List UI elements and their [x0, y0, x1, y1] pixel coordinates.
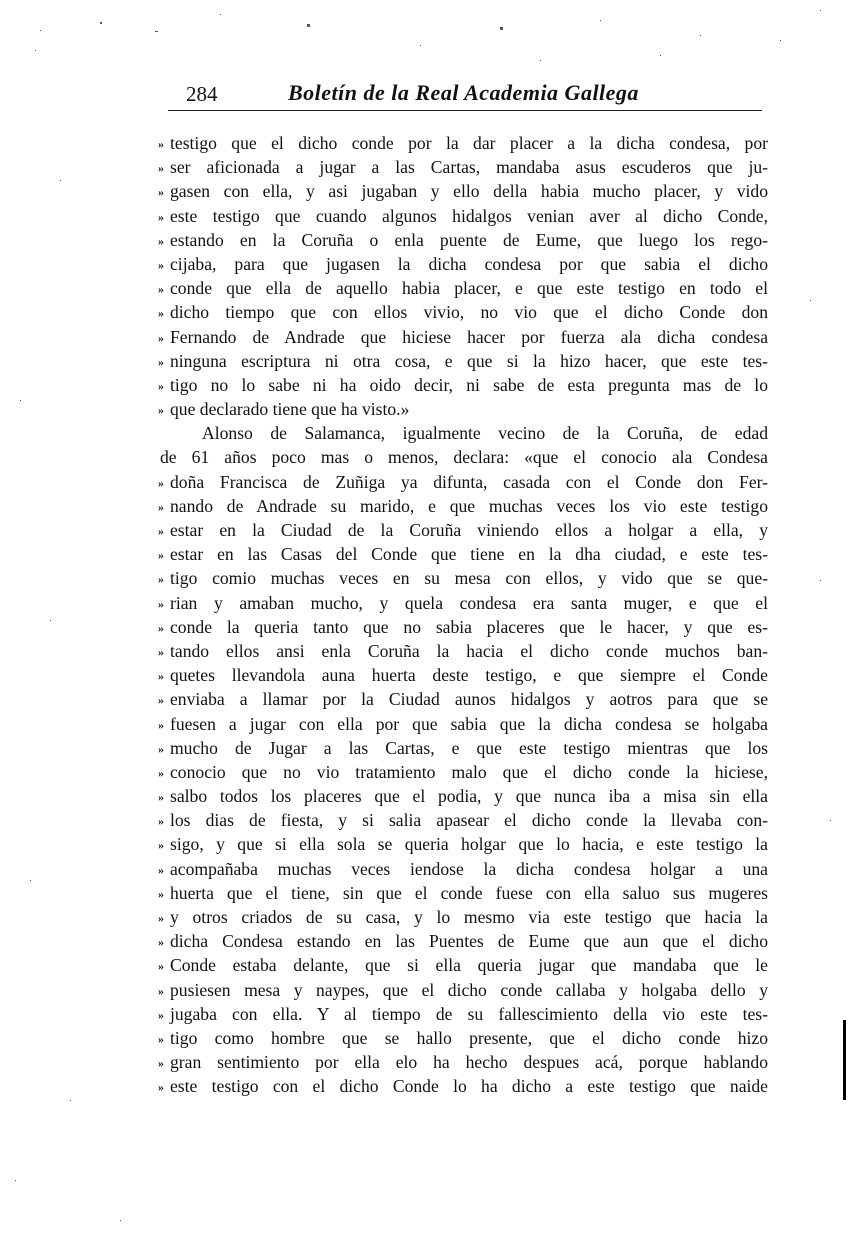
guillemet-marker: » — [158, 765, 164, 780]
line-text: y otros criados de su casa, y lo mesmo via este testigo que hacia la — [170, 907, 768, 927]
text-line — [158, 276, 768, 300]
text-line — [158, 929, 768, 953]
text-line — [158, 784, 768, 808]
guillemet-marker: » — [158, 620, 164, 635]
guillemet-marker: » — [158, 475, 164, 490]
line-text: huerta que el tiene, sin que el conde fuese con ella saluo sus mugeres — [170, 882, 768, 903]
line-text: nando de Andrade su marido, e que muchas veces los vio este testigo — [170, 495, 768, 516]
line-text: ninguna escriptura ni otra cosa, e que si la hizo hacer, que este tes- — [170, 350, 768, 371]
running-title: Boletín de la Real Academia Gallega — [288, 80, 639, 105]
text-line — [158, 179, 768, 203]
line-text: cijaba, para que jugasen la dicha condesa por que sabia el dicho — [170, 253, 768, 274]
line-text: dicha Condesa estando en las Puentes de Eume que aun que el dicho — [170, 931, 768, 952]
guillemet-marker: » — [158, 790, 164, 805]
guillemet-marker: » — [158, 209, 164, 224]
line-text: tando ellos ansi enla Coruña la hacia el dicho conde muchos ban- — [170, 640, 768, 661]
line-text: conde la queria tanto que no sabia placeres que le hacer, y que es- — [170, 616, 768, 637]
line-text: de 61 años poco mas o menos, declara: «que el conocio ala Condesa — [160, 447, 768, 468]
text-line — [158, 687, 768, 711]
text-line — [158, 953, 768, 977]
line-text: quetes llevandola auna huerta deste testigo, e que siempre el Conde — [170, 665, 768, 686]
text-line — [158, 663, 768, 687]
line-text: conde que ella de aquello habia placer, e que este testigo en todo el — [170, 278, 768, 299]
guillemet-marker: » — [158, 959, 164, 974]
text-line — [158, 325, 768, 349]
text-line — [158, 252, 768, 276]
running-header — [168, 76, 762, 111]
text-line — [158, 591, 768, 615]
line-text: sigo, y que si ella sola se queria holgar que lo hacia, e este testigo la — [170, 834, 768, 855]
line-text: Conde estaba delante, que si ella queria jugar que mandaba que le — [170, 955, 768, 976]
guillemet-marker: » — [158, 838, 164, 853]
guillemet-marker: » — [158, 669, 164, 684]
text-line — [158, 349, 768, 373]
line-text: estando en la Coruña o enla puente de Eume, que luego los rego- — [170, 229, 768, 250]
guillemet-marker: » — [158, 233, 164, 248]
line-text: Fernando de Andrade que hiciese hacer por fuerza ala dicha condesa — [170, 326, 768, 347]
line-text: este testigo que cuando algunos hidalgos venian aver al dicho Conde, — [170, 205, 768, 226]
text-line — [158, 397, 768, 421]
guillemet-marker: » — [158, 717, 164, 732]
guillemet-marker: » — [158, 257, 164, 272]
guillemet-marker: » — [158, 862, 164, 877]
line-text: estar en la Ciudad de la Coruña viniendo ellos a holgar a ella, y — [170, 520, 768, 540]
guillemet-marker: » — [158, 378, 164, 393]
text-line — [158, 518, 768, 542]
text-line — [158, 421, 768, 445]
line-text: doña Francisca de Zuñiga ya difunta, casada con el Conde don Fer- — [170, 471, 768, 492]
text-line — [158, 881, 768, 905]
line-text: salbo todos los placeres que el podia, y que nunca iba a misa sin ella — [170, 786, 768, 807]
line-text: tigo no lo sabe ni ha oido decir, ni sabe de esta pregunta mas de lo — [170, 374, 768, 395]
line-text: Alonso de Salamanca, igualmente vecino de la Coruña, de edad — [202, 423, 768, 444]
guillemet-marker: » — [158, 741, 164, 756]
text-line — [158, 978, 768, 1002]
text-line — [158, 1026, 768, 1050]
guillemet-marker: » — [158, 596, 164, 611]
line-text: mucho de Jugar a las Cartas, e que este testigo mientras que los — [170, 737, 768, 758]
line-text: testigo que el dicho conde por la dar placer a la dicha condesa, por — [170, 133, 768, 153]
guillemet-marker: » — [158, 911, 164, 925]
guillemet-marker: » — [158, 1080, 164, 1095]
line-text: conocio que no vio tratamiento malo que el dicho conde la hiciese, — [170, 761, 768, 782]
guillemet-marker: » — [158, 306, 164, 321]
line-text: pusiesen mesa y naypes, que el dicho conde callaba y holgaba dello y — [170, 979, 768, 1000]
guillemet-marker: » — [158, 886, 164, 901]
text-line — [158, 542, 768, 566]
scan-edge-mark — [843, 1020, 846, 1100]
text-line — [158, 373, 768, 397]
guillemet-marker: » — [158, 330, 164, 345]
text-line — [158, 494, 768, 518]
text-line — [158, 470, 768, 494]
guillemet-marker: » — [158, 814, 164, 829]
text-line — [158, 712, 768, 736]
line-text: enviaba a llamar por la Ciudad aunos hidalgos y aotros para que se — [170, 689, 768, 710]
line-text: los dias de fiesta, y si salia apasear el dicho conde la llevaba con- — [170, 810, 768, 831]
line-text: este testigo con el dicho Conde lo ha dicho a este testigo que naide — [170, 1076, 768, 1097]
guillemet-marker: » — [158, 548, 164, 563]
guillemet-marker: » — [158, 137, 164, 151]
guillemet-marker: » — [158, 524, 164, 538]
line-text: ser aficionada a jugar a las Cartas, mandaba asus escuderos que ju- — [170, 157, 768, 178]
text-line — [158, 228, 768, 252]
text-line — [158, 300, 768, 324]
text-line — [158, 204, 768, 228]
text-line — [158, 808, 768, 832]
guillemet-marker: » — [158, 354, 164, 369]
body-text — [158, 131, 768, 1099]
guillemet-marker: » — [158, 693, 164, 708]
guillemet-marker: » — [158, 185, 164, 200]
guillemet-marker: » — [158, 282, 164, 297]
line-text: rian y amaban mucho, y quela condesa era santa muger, e que el — [170, 592, 768, 613]
guillemet-marker: » — [158, 499, 164, 514]
text-line — [158, 1074, 768, 1098]
guillemet-marker: » — [158, 161, 164, 176]
line-text: estar en las Casas del Conde que tiene en la dha ciudad, e este tes- — [170, 544, 768, 565]
text-line — [158, 905, 768, 929]
page-number: 284 — [186, 82, 218, 106]
text-line — [158, 155, 768, 179]
line-text: que declarado tiene que ha visto.» — [170, 399, 410, 420]
line-text: tigo como hombre que se hallo presente, que el dicho conde hizo — [170, 1027, 768, 1048]
text-line — [158, 615, 768, 639]
line-text: gran sentimiento por ella elo ha hecho despues acá, porque hablando — [170, 1052, 768, 1073]
guillemet-marker: » — [158, 644, 164, 659]
line-text: dicho tiempo que con ellos vivio, no vio que el dicho Conde don — [170, 302, 768, 323]
line-text: jugaba con ella. Y al tiempo de su fallescimiento della vio este tes- — [170, 1003, 768, 1024]
text-line — [158, 131, 768, 155]
text-line — [158, 445, 768, 469]
guillemet-marker: » — [158, 403, 164, 418]
guillemet-marker: » — [158, 983, 164, 998]
text-line — [158, 736, 768, 760]
text-line — [158, 832, 768, 856]
guillemet-marker: » — [158, 935, 164, 950]
text-line — [158, 857, 768, 881]
line-text: tigo comio muchas veces en su mesa con ellos, y vido que se que- — [170, 568, 768, 589]
guillemet-marker: » — [158, 1031, 164, 1046]
guillemet-marker: » — [158, 1007, 164, 1022]
text-line — [158, 566, 768, 590]
text-line — [158, 1002, 768, 1026]
text-line — [158, 639, 768, 663]
line-text: acompañaba muchas veces iendose la dicha condesa holgar a una — [170, 858, 768, 879]
line-text: fuesen a jugar con ella por que sabia que la dicha condesa se holgaba — [170, 713, 768, 734]
guillemet-marker: » — [158, 1056, 164, 1071]
line-text: gasen con ella, y asi jugaban y ello della habia mucho placer, y vido — [170, 181, 768, 202]
guillemet-marker: » — [158, 572, 164, 587]
text-line — [158, 1050, 768, 1074]
text-line — [158, 760, 768, 784]
